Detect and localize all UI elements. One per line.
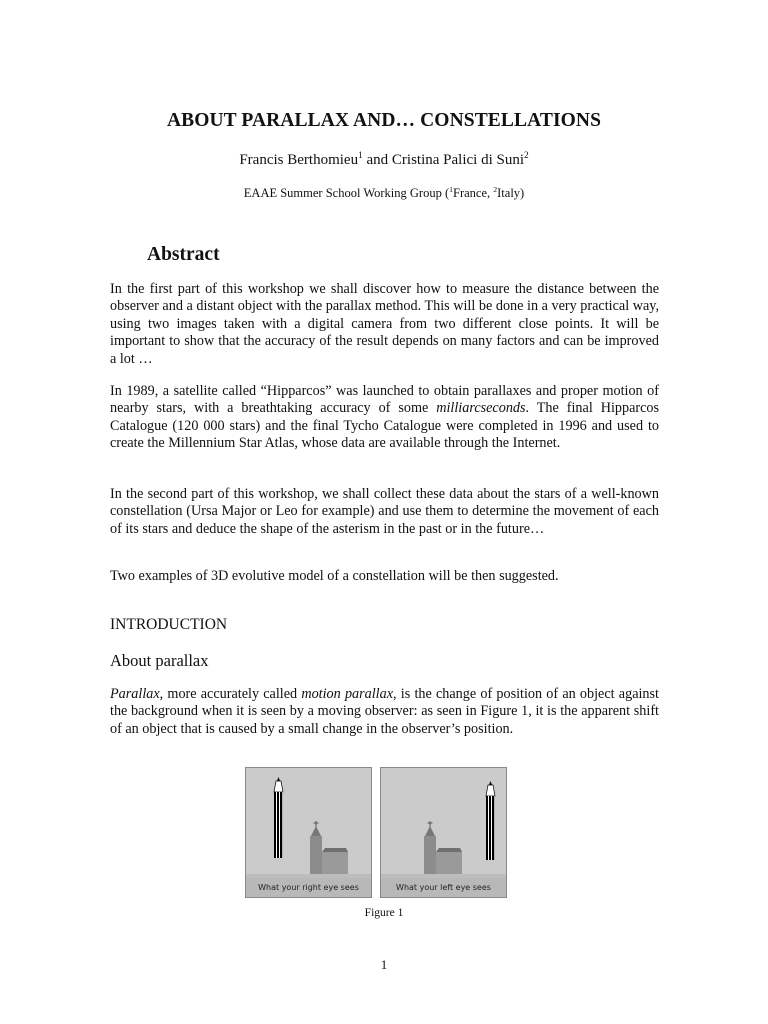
affiliation-country-1: France, <box>453 186 494 200</box>
affiliation-mark-2: 2 <box>493 184 498 194</box>
introduction-paragraph <box>110 686 659 738</box>
affiliation-line <box>0 186 768 201</box>
author-2-affil-mark: 2 <box>524 151 529 161</box>
right-eye-caption: What your right eye sees <box>246 878 371 897</box>
intro-text-b: , is the change of position of an object against the background when it is seen by a moving observer: as seen in Figure 1, it is the apparent shift of an object that is caused by a small change in the observer’s position. <box>110 686 659 737</box>
intro-text-a: , more accurately called <box>159 686 302 702</box>
figure-label: Figure 1 <box>364 907 404 919</box>
motion-parallax-term: motion parallax <box>301 686 394 702</box>
abstract-p2-emphasis: milliarcseconds <box>436 400 526 417</box>
page-number: 1 <box>380 957 388 972</box>
figure-panel-right-eye <box>245 767 372 898</box>
introduction-heading: INTRODUCTION <box>110 616 228 633</box>
author-2: Cristina Palici di Suni <box>391 152 524 168</box>
affiliation-country-2: Italy) <box>497 186 525 200</box>
abstract-paragraph-4: Two examples of 3D evolutive model of a constellation will be then suggested. <box>110 568 559 584</box>
abstract-paragraph-3: In the second part of this workshop, we shall collect these data about the stars of a well-known constellation (Ursa Major or Leo for example) and use them to determine the movement of each of its stars and deduce the shape of the asterism in the past or in the future… <box>110 486 659 537</box>
affiliation-mark-1: 1 <box>449 184 453 194</box>
abstract-p2-text-a: In 1989, a satellite called “Hipparcos” was launched to obtain parallaxes and proper motion of nearby stars, with a breathtaking accuracy of some <box>110 383 659 417</box>
abstract-paragraph-1: In the first part of this workshop we shall discover how to measure the distance between the observer and a distant object with the parallax method. This will be done in a very practical way, using two images taken with a digital camera from two different close points. It will be important to show that the accuracy of the result depends on many factors and can be improved a lot … <box>110 281 659 367</box>
abstract-heading: Abstract <box>147 244 220 265</box>
abstract-p2-text-b: . The final Hipparcos Catalogue (120 000 stars) and the final Tycho Catalogue were completed in 1996 and used to create the Millennium Star Atlas, whose data are available through the Internet. <box>110 400 660 452</box>
author-line <box>0 152 768 169</box>
parallax-term: Parallax <box>110 686 160 702</box>
paper-title: ABOUT PARALLAX AND… CONSTELLATIONS <box>166 110 602 131</box>
about-parallax-subheading: About parallax <box>110 651 209 670</box>
author-1: Francis Berthomieu <box>239 152 359 168</box>
left-eye-caption: What your left eye sees <box>381 878 506 897</box>
author-1-affil-mark: 1 <box>358 151 363 161</box>
author-conjunction: and <box>362 152 392 168</box>
affiliation-prefix: EAAE Summer School Working Group ( <box>243 186 450 200</box>
abstract-paragraph-2 <box>110 383 659 453</box>
figure-panel-left-eye <box>380 767 507 898</box>
